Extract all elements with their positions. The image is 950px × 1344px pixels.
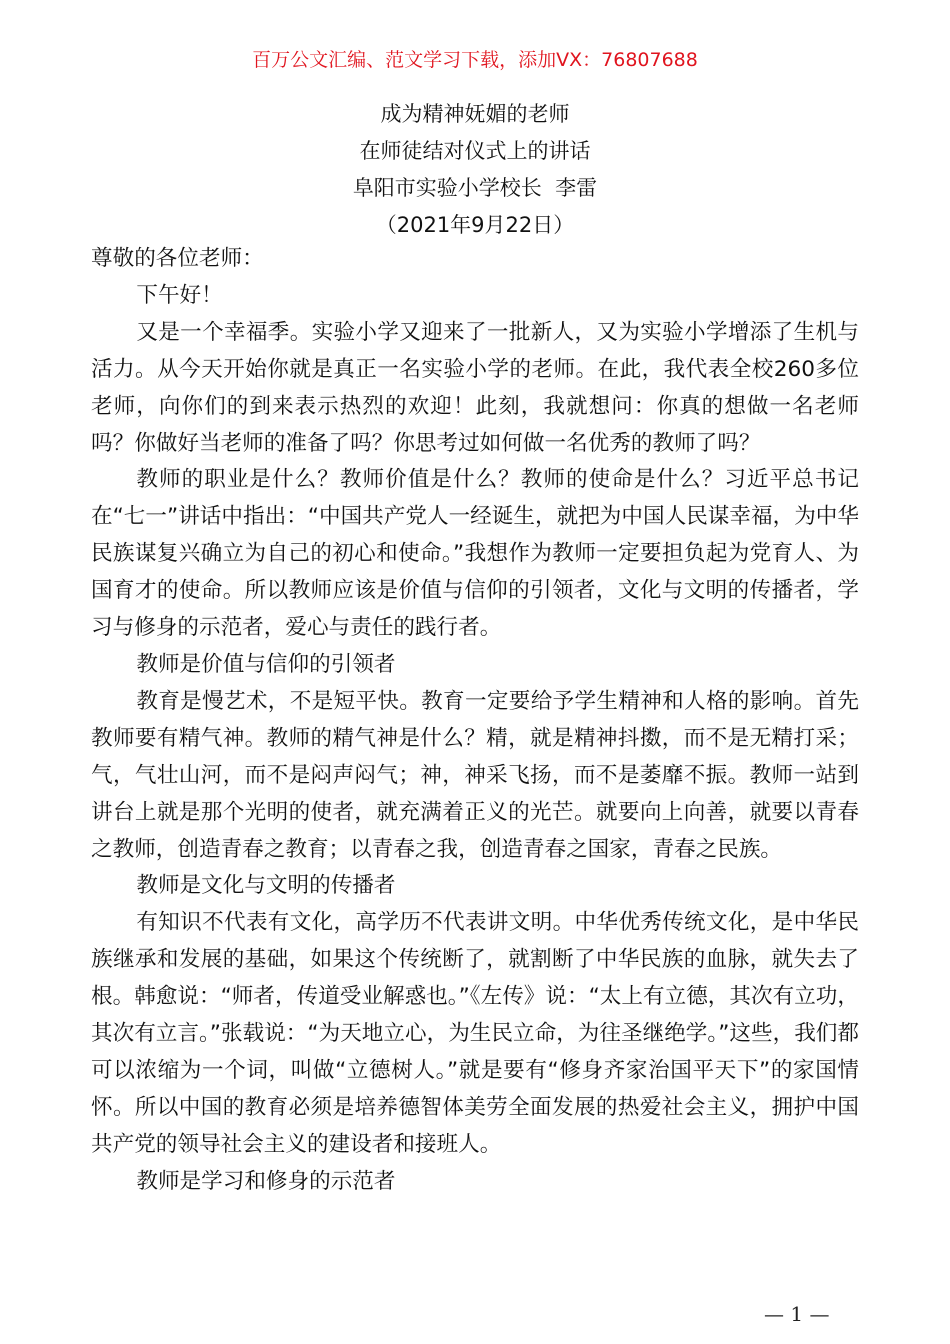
document-header [0, 96, 950, 244]
body-paragraph: 又是一个幸福季。实验小学又迎来了一批新人，又为实验小学增添了生机与活力。从今天开始你就是真正一名实验小学的老师。在此，我代表全校260多位老师，向你们的到来表示热烈的欢迎！此刻，我就想问：你真的想做一名老师吗？你做好当老师的准备了吗？你思考过如何做一名优秀的教师了吗？ [91, 319, 859, 456]
watermark-banner: 百万公文汇编、范文学习下载，添加VX：76807688 [252, 49, 698, 71]
greeting-paragraph: 下午好！ [136, 282, 223, 308]
document-date: （2021年9月22日） [375, 213, 575, 237]
document-subtitle: 在师徒结对仪式上的讲话 [359, 139, 591, 163]
body-paragraph: 教育是慢艺术，不是短平快。教育一定要给予学生精神和人格的影响。首先教师要有精气神。教师的精气神是什么？精，就是精神抖擞，而不是无精打采；气，气壮山河，而不是闷声闷气；神，神采飞扬，而不是萎靡不振。教师一站到讲台上就是那个光明的使者，就充满着正义的光芒。就要向上向善，就要以青春之教师，创造青春之教育；以青春之我，创造青春之国家，青春之民族。 [91, 688, 859, 862]
document-body [91, 241, 859, 1201]
body-paragraph: 教师的职业是什么？教师价值是什么？教师的使命是什么？习近平总书记在“七一”讲话中指出：“中国共产党人一经诞生，就把为中国人民谋幸福，为中华民族谋复兴确立为自己的初心和使命。”我想作为教师一定要担负起为党育人、为国育才的使命。所以教师应该是价值与信仰的引领者，文化与文明的传播者，学习与修身的示范者，爱心与责任的践行者。 [91, 467, 859, 641]
section-heading: 教师是学习和修身的示范者 [136, 1168, 396, 1194]
section-heading: 教师是文化与文明的传播者 [136, 873, 396, 899]
document-author: 阜阳市实验小学校长 李雷 [352, 176, 598, 200]
body-paragraph: 有知识不代表有文化，高学历不代表讲文明。中华优秀传统文化，是中华民族继承和发展的基础，如果这个传统断了，就割断了中华民族的血脉，就失去了根。韩愈说：“师者，传道受业解惑也。”《左传》说：“太上有立德，其次有立功，其次有立言。”张载说：“为天地立心，为生民立命，为往圣继绝学。”这些，我们都可以浓缩为一个词，叫做“立德树人。”就是要有“修身齐家治国平天下”的家国情怀。所以中国的教育必须是培养德智体美劳全面发展的热爱社会主义，拥护中国共产党的领导社会主义的建设者和接班人。 [91, 910, 859, 1157]
page-number: — 1 — [764, 1302, 830, 1326]
section-heading: 教师是价值与信仰的引领者 [136, 651, 396, 677]
document-title: 成为精神妩媚的老师 [380, 102, 570, 126]
salutation: 尊敬的各位老师： [91, 246, 264, 271]
